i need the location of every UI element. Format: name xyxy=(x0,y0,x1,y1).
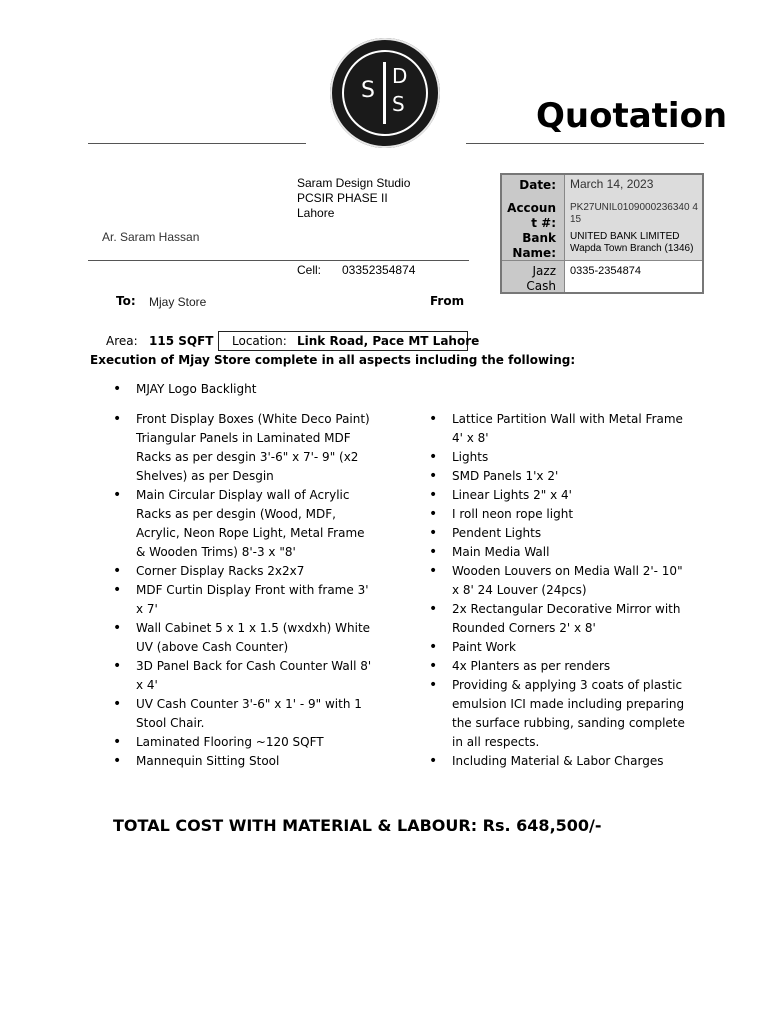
account-label-2: t #: xyxy=(531,216,556,230)
list-item-line: Main Media Wall xyxy=(452,545,550,559)
list-item-line: Front Display Boxes (White Deco Paint) xyxy=(136,412,370,426)
list-item xyxy=(425,638,725,657)
to-label: To: xyxy=(116,294,136,308)
total-cost: TOTAL COST WITH MATERIAL & LABOUR: Rs. 648,500/- xyxy=(113,816,602,835)
architect-name: Ar. Saram Hassan xyxy=(102,230,200,244)
list-item-line: emulsion ICI made including preparing xyxy=(452,697,685,711)
header-rule-left xyxy=(88,143,306,144)
list-item-line: Racks as per desgin 3'-6" x 7'- 9" (x2 xyxy=(136,450,359,464)
list-item xyxy=(109,695,399,733)
list-item: • MJAY Logo Backlight xyxy=(109,380,409,399)
list-item-line: Corner Display Racks 2x2x7 xyxy=(136,564,305,578)
list-item xyxy=(425,505,725,524)
list-item-line: & Wooden Trims) 8'-3 x "8' xyxy=(136,545,296,559)
list-item-line: Mannequin Sitting Stool xyxy=(136,754,280,768)
list-item xyxy=(109,410,399,486)
list-item-line: Lattice Partition Wall with Metal Frame xyxy=(452,412,683,426)
to-value: Mjay Store xyxy=(149,295,207,309)
list-item xyxy=(425,676,725,752)
date-value: March 14, 2023 xyxy=(570,177,654,191)
bank-value-1: UNITED BANK LIMITED xyxy=(570,231,680,242)
logo-letter-bottom: S xyxy=(392,92,405,116)
list-item xyxy=(425,657,725,676)
address-rule xyxy=(88,260,469,261)
cell-value: 03352354874 xyxy=(342,263,416,277)
area-value: 115 SQFT xyxy=(149,334,214,348)
list-item-line: UV Cash Counter 3'-6" x 1' - 9" with 1 xyxy=(136,697,362,711)
bank-label-2: Name: xyxy=(512,246,556,260)
studio-city: Lahore xyxy=(297,206,335,220)
list-item-line: in all respects. xyxy=(452,735,540,749)
bank-label-1: Bank xyxy=(522,231,556,245)
list-item-line: Pendent Lights xyxy=(452,526,542,540)
list-item xyxy=(109,486,399,562)
list-item xyxy=(109,657,399,695)
account-value-1: PK27UNIL0109000236340 4 xyxy=(570,202,698,213)
list-item-line: 3D Panel Back for Cash Counter Wall 8' xyxy=(136,659,372,673)
list-item-line: Lights xyxy=(452,450,489,464)
list-item-line: Paint Work xyxy=(452,640,516,654)
list-item-line: Triangular Panels in Laminated MDF xyxy=(136,431,351,445)
studio-name: Saram Design Studio xyxy=(297,176,411,190)
list-item xyxy=(109,562,399,581)
list-item-line: Rounded Corners 2' x 8' xyxy=(452,621,596,635)
jazz-label-2: Cash xyxy=(526,279,556,293)
list-item xyxy=(425,448,725,467)
list-item-line: the surface rubbing, sanding complete xyxy=(452,716,685,730)
location-value: Link Road, Pace MT Lahore xyxy=(297,334,480,348)
list-item-line: Providing & applying 3 coats of plastic xyxy=(452,678,683,692)
jazz-value: 0335-2354874 xyxy=(570,265,641,277)
account-value-2: 15 xyxy=(570,214,582,225)
list-item xyxy=(425,600,725,638)
area-label: Area: xyxy=(106,334,138,348)
list-item-line: Wall Cabinet 5 x 1 x 1.5 (wxdxh) White xyxy=(136,621,371,635)
logo-letter-left: S xyxy=(361,78,375,103)
list-item-line: x 8' 24 Louver (24pcs) xyxy=(452,583,587,597)
jazz-label-1: Jazz xyxy=(532,264,556,278)
list-item-line: Acrylic, Neon Rope Light, Metal Frame xyxy=(136,526,365,540)
info-table xyxy=(500,173,704,294)
list-item-line: I roll neon rope light xyxy=(452,507,574,521)
list-item-line: 4x Planters as per renders xyxy=(452,659,611,673)
list-item xyxy=(425,562,725,600)
list-item-line: MDF Curtin Display Front with frame 3' xyxy=(136,583,369,597)
list-item xyxy=(425,467,725,486)
list-item-line: Shelves) as per Desgin xyxy=(136,469,274,483)
from-label: From xyxy=(430,294,465,308)
list-item-line: 2x Rectangular Decorative Mirror with xyxy=(452,602,681,616)
location-label: Location: xyxy=(232,334,287,348)
list-item xyxy=(109,619,399,657)
list-item-line: 4' x 8' xyxy=(452,431,489,445)
first-item-list xyxy=(109,380,409,399)
info-divider xyxy=(564,175,565,292)
list-item-line: Racks as per desgin (Wood, MDF, xyxy=(136,507,336,521)
list-item-line: Including Material & Labor Charges xyxy=(452,754,664,768)
account-label-1: Accoun xyxy=(507,201,556,215)
list-item-line: x 4' xyxy=(136,678,158,692)
studio-address: PCSIR PHASE II xyxy=(297,191,388,205)
list-item xyxy=(109,752,399,771)
list-item-line: Laminated Flooring ~120 SQFT xyxy=(136,735,324,749)
page-title: Quotation xyxy=(536,96,728,136)
list-item-line: x 7' xyxy=(136,602,158,616)
logo-letter-top: D xyxy=(392,64,408,88)
logo-divider xyxy=(383,62,386,124)
list-item xyxy=(425,752,725,771)
list-item-line: SMD Panels 1'x 2' xyxy=(452,469,559,483)
list-item xyxy=(109,581,399,619)
list-item-line: UV (above Cash Counter) xyxy=(136,640,289,654)
header-rule-right xyxy=(466,143,704,144)
bank-value-2: Wapda Town Branch (1346) xyxy=(570,243,694,254)
list-item-line: Wooden Louvers on Media Wall 2'- 10" xyxy=(452,564,683,578)
list-item xyxy=(425,486,725,505)
execution-heading: Execution of Mjay Store complete in all aspects including the following: xyxy=(90,353,576,367)
list-item xyxy=(425,410,725,448)
list-item-line: Stool Chair. xyxy=(136,716,205,730)
cell-label: Cell: xyxy=(297,263,322,277)
studio-logo xyxy=(330,38,440,148)
right-items-list xyxy=(425,410,725,771)
list-item xyxy=(109,733,399,752)
left-items-list xyxy=(109,410,399,771)
list-item-line: Main Circular Display wall of Acrylic xyxy=(136,488,350,502)
list-item-line: Linear Lights 2" x 4' xyxy=(452,488,572,502)
date-label: Date: xyxy=(519,178,556,192)
list-item xyxy=(425,543,725,562)
list-item xyxy=(425,524,725,543)
